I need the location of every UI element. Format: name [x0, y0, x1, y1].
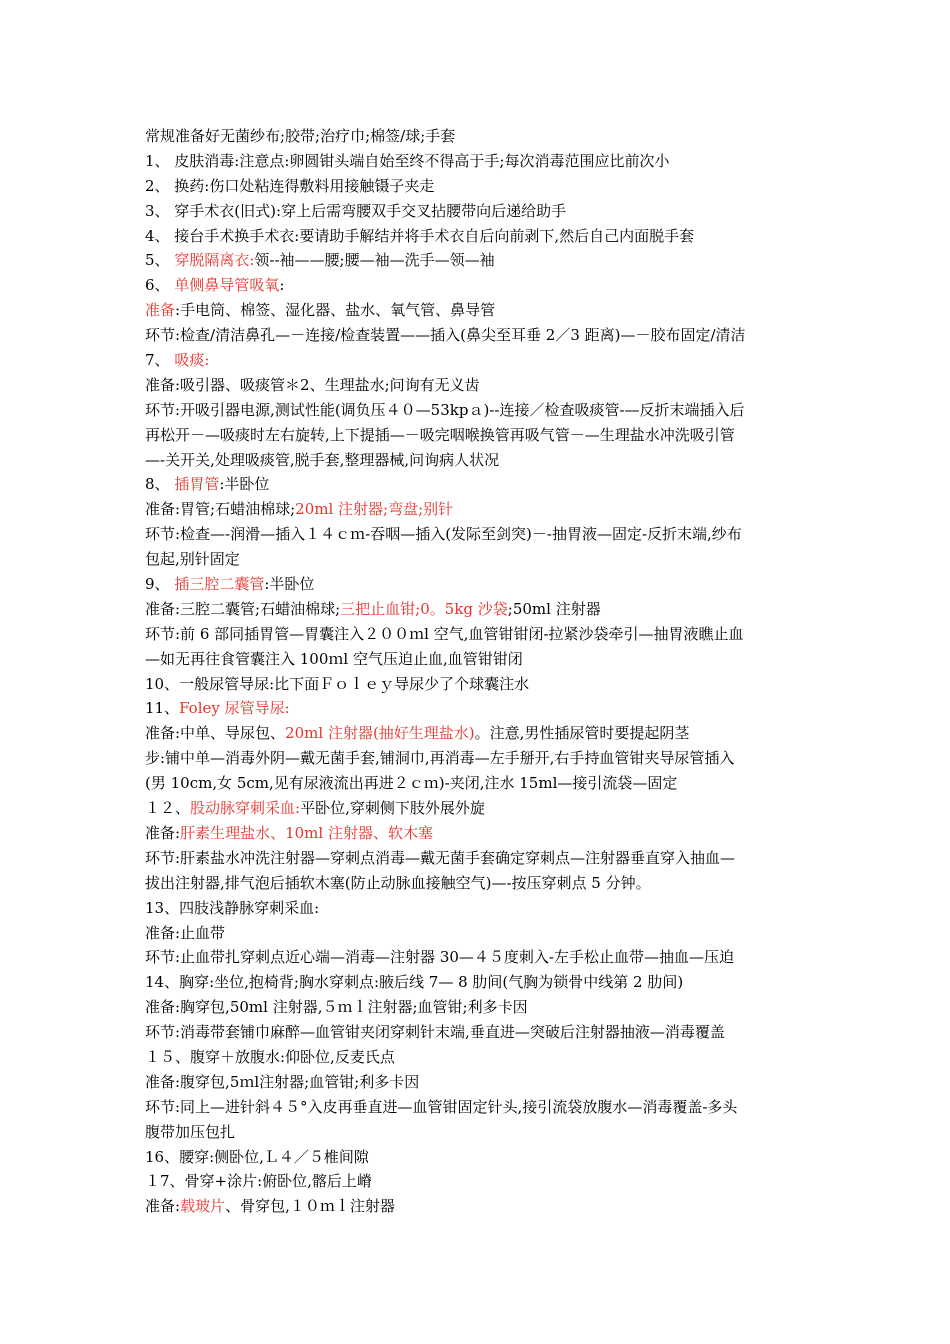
text-line	[145, 796, 813, 821]
text-line	[145, 1169, 813, 1194]
highlighted-text: 20ml 注射器;弯盘;别针	[295, 500, 454, 519]
text-segment: 准备:三腔二囊管;石蜡油棉球;	[145, 599, 341, 618]
document-body	[145, 124, 813, 1219]
text-line	[145, 199, 813, 224]
text-segment: 6、	[145, 276, 175, 295]
text-segment: 环节:前 6 部同插胃管—胃囊注入２００ｍl 空气,血管钳钳闭-拉紧沙袋牵引—抽胃液瞧止血	[145, 624, 744, 643]
text-segment: :半卧位	[264, 575, 315, 594]
text-line	[145, 1070, 813, 1095]
text-segment: :手电筒、棉签、湿化器、盐水、氧气管、鼻导管	[175, 301, 496, 320]
text-segment: １２、	[145, 799, 191, 818]
text-segment: 14、胸穿:坐位,抱椅背;胸水穿刺点:腋后线 7— 8 肋间(气胸为锁骨中线第 2 肋间)	[145, 973, 684, 992]
text-line	[145, 945, 813, 970]
text-line	[145, 1194, 813, 1219]
text-segment: 1、 皮肤消毒:注意点:卵圆钳头端自始至终不得高于手;每次消毒范围应比前次小	[145, 151, 670, 170]
text-line	[145, 522, 813, 547]
text-line	[145, 970, 813, 995]
text-line	[145, 1145, 813, 1170]
text-segment: :半卧位	[219, 475, 270, 494]
text-line	[145, 124, 813, 149]
text-segment: １５、腹穿＋放腹水:仰卧位,反麦氏点	[145, 1047, 395, 1066]
text-segment: —如无再往食管囊注入 100ｍl 空气压迫止血,血管钳钳闭	[145, 649, 523, 668]
text-line	[145, 1020, 813, 1045]
text-segment: 平卧位,穿刺侧下肢外展外旋	[300, 799, 485, 818]
text-line	[145, 672, 813, 697]
text-line	[145, 721, 813, 746]
highlighted-text: 20ml 注射器(抽好生理盐水)	[285, 724, 475, 743]
text-line	[145, 248, 813, 273]
text-line	[145, 373, 813, 398]
text-line	[145, 1045, 813, 1070]
text-segment: 领--袖——腰;腰—袖—洗手—领—袖	[254, 251, 495, 270]
text-line	[145, 348, 813, 373]
text-segment: 步:铺中单—消毒外阴—戴无菌手套,铺洞巾,再消毒—左手掰开,右手持血管钳夹导尿管插入	[145, 749, 735, 768]
text-segment: 13、四肢浅静脉穿刺采血:	[145, 898, 320, 917]
text-segment: 准备:	[145, 823, 181, 842]
text-segment: 10、一般尿管导尿:比下面Ｆｏｌｅｙ导尿少了个球囊注水	[145, 674, 530, 693]
text-line	[145, 472, 813, 497]
text-segment: 准备:胸穿包,50ml 注射器,５ｍｌ注射器;血管钳;利多卡因	[145, 998, 528, 1017]
highlighted-text: Foley 尿管导尿:	[179, 699, 290, 718]
text-line	[145, 423, 813, 448]
text-line	[145, 771, 813, 796]
text-segment: 4、 接台手术换手术衣:要请助手解结并将手术衣自后向前剥下,然后自己内面脱手套	[145, 226, 695, 245]
text-line	[145, 224, 813, 249]
text-line	[145, 448, 813, 473]
text-segment: 准备:胃管;石蜡油棉球;	[145, 500, 296, 519]
text-segment: —-关开关,处理吸痰管,脱手套,整理器械,问询病人状况	[145, 450, 500, 469]
text-segment: 8、	[145, 475, 175, 494]
text-segment: 9、	[145, 575, 175, 594]
text-segment: 腹带加压包扎	[145, 1122, 236, 1141]
highlighted-text: 单侧鼻导管吸氧	[174, 276, 280, 295]
text-segment: １7、骨穿+涂片:俯卧位,髂后上嵴	[145, 1172, 372, 1191]
text-segment: 、骨穿包,１０ｍｌ注射器	[225, 1197, 395, 1216]
text-segment: 16、腰穿:侧卧位,Ｌ４／５椎间隙	[145, 1147, 369, 1166]
text-segment: 准备:吸引器、吸痰管＊2、生理盐水;问询有无义齿	[145, 375, 480, 394]
text-line	[145, 174, 813, 199]
text-segment: :	[279, 276, 285, 295]
text-segment: 准备:止血带	[145, 923, 226, 942]
text-segment: 再松开－—吸痰时左右旋转,上下提插—－吸完咽喉换管再吸气管－—生理盐水冲洗吸引管	[145, 425, 735, 444]
text-line	[145, 547, 813, 572]
text-line	[145, 622, 813, 647]
text-line	[145, 821, 813, 846]
text-segment: 环节:开吸引器电源,测试性能(调负压４０—53kpａ)--连接／检查吸痰管-—反折末端插入后	[145, 400, 745, 419]
highlighted-text: 插三腔二囊管	[174, 575, 265, 594]
text-line	[145, 273, 813, 298]
text-line	[145, 1095, 813, 1120]
text-line	[145, 896, 813, 921]
text-segment: 准备:腹穿包,5ｍl注射器;血管钳;利多卡因	[145, 1072, 420, 1091]
text-segment: 7、	[145, 351, 175, 370]
text-line	[145, 995, 813, 1020]
text-segment: 环节:同上—进针斜４５°入皮再垂直进—血管钳固定针头,接引流袋放腹水—消毒覆盖-多头	[145, 1097, 738, 1116]
text-segment: 准备:中单、导尿包、	[145, 724, 286, 743]
text-segment: ;50ml 注射器	[507, 599, 601, 618]
highlighted-text: 载玻片	[180, 1197, 226, 1216]
text-line	[145, 871, 813, 896]
text-line	[145, 497, 813, 522]
text-segment: 2、 换药:伤口处粘连得敷料用接触镊子夹走	[145, 176, 435, 195]
text-line	[145, 746, 813, 771]
text-segment: 拔出注射器,排气泡后插软木塞(防止动脉血接触空气)—-按压穿刺点 5 分钟。	[145, 873, 651, 892]
text-line	[145, 572, 813, 597]
highlighted-text: 准备	[145, 301, 176, 320]
highlighted-text: 肝素生理盐水、10ml 注射器、软木塞	[180, 823, 433, 842]
text-segment: 环节:检查—-润滑—插入１４ｃｍ-吞咽—插入(发际至剑突)－-抽胃液—固定-反折末端,纱布	[145, 525, 742, 544]
text-segment: 准备:	[145, 1197, 181, 1216]
text-segment: (男 10cm,女 5cm,见有尿液流出再进２ｃｍ)-夹闭,注水 15ml—接引流袋—固定	[145, 774, 678, 793]
highlighted-text: 股动脉穿刺采血:	[190, 799, 301, 818]
highlighted-text: 穿脱隔离衣:	[174, 251, 255, 270]
text-segment: 。注意,男性插尿管时要提起阴茎	[474, 724, 690, 743]
highlighted-text: 三把止血钳;0。5kg 沙袋	[340, 599, 508, 618]
text-segment: 11、	[145, 699, 180, 718]
text-line	[145, 921, 813, 946]
text-line	[145, 696, 813, 721]
text-segment: 环节:消毒带套铺巾麻醉—血管钳夹闭穿刺针末端,垂直进—突破后注射器抽液—消毒覆盖	[145, 1023, 725, 1042]
text-line	[145, 323, 813, 348]
text-line	[145, 398, 813, 423]
text-segment: 包起,别针固定	[145, 550, 240, 569]
highlighted-text: 吸痰:	[174, 351, 210, 370]
text-segment: 5、	[145, 251, 175, 270]
text-segment: 3、 穿手术衣(旧式):穿上后需弯腰双手交叉拈腰带向后递给助手	[145, 201, 567, 220]
text-segment: 环节:止血带扎穿刺点近心端—消毒—注射器 30—４５度刺入-左手松止血带—抽血—压迫	[145, 948, 734, 967]
text-line	[145, 298, 813, 323]
text-line	[145, 647, 813, 672]
text-segment: 环节:肝素盐水冲洗注射器—穿刺点消毒—戴无菌手套确定穿刺点—注射器垂直穿入抽血—	[145, 848, 736, 867]
highlighted-text: 插胃管	[174, 475, 220, 494]
text-line	[145, 846, 813, 871]
text-segment: 常规准备好无菌纱布;胶带;治疗巾;棉签/球;手套	[145, 127, 456, 145]
text-line	[145, 597, 813, 622]
text-segment: 环节:检查/清洁鼻孔—－连接/检查装置——插入(鼻尖至耳垂 2／3 距离)—－胶布固定/清洁	[145, 326, 746, 345]
text-line	[145, 149, 813, 174]
text-line	[145, 1120, 813, 1145]
